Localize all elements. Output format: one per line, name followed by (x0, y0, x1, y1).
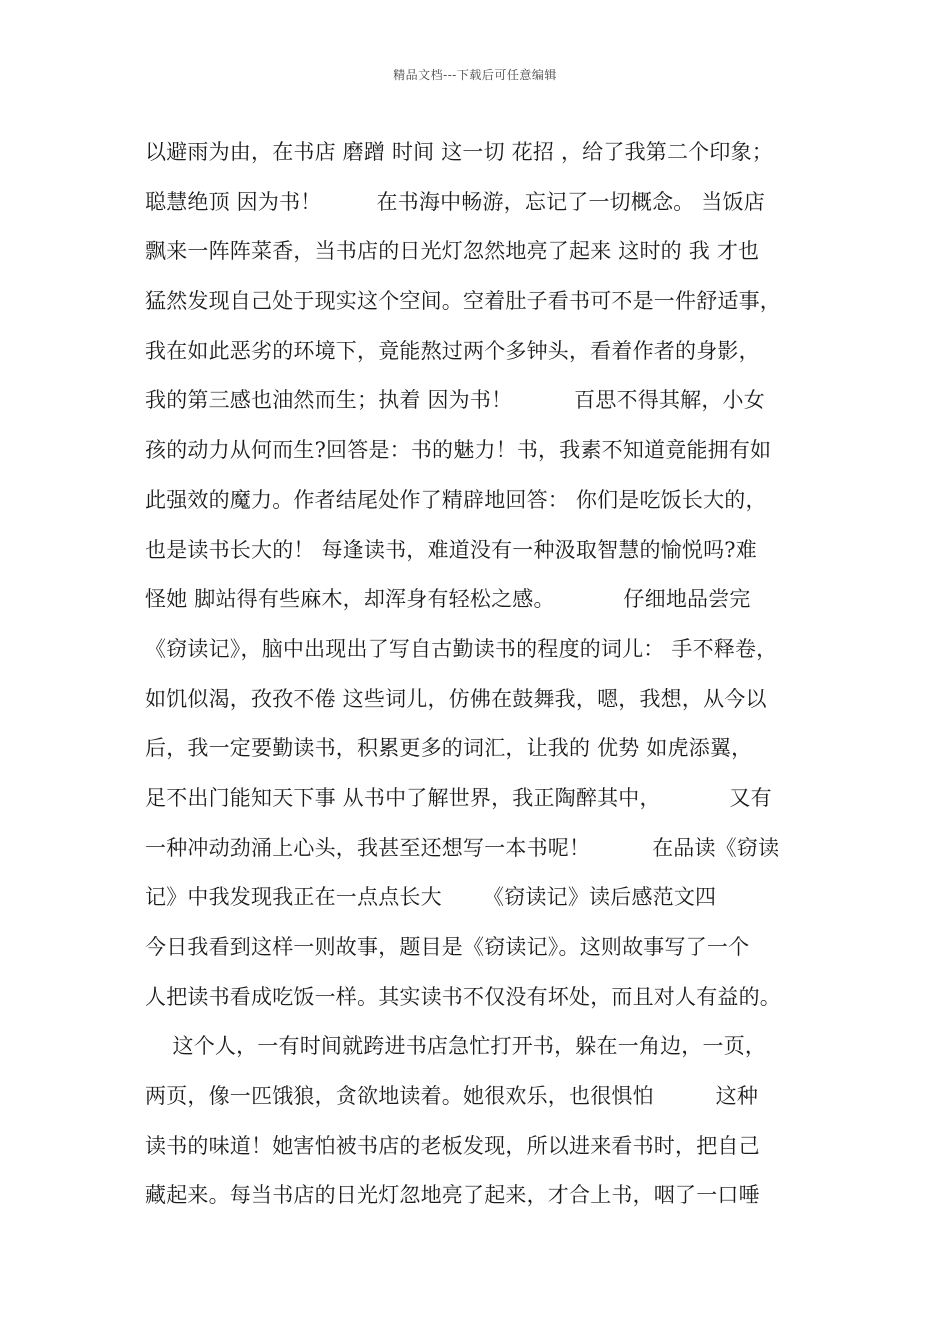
text-line: 读书的味道！她害怕被书店的老板发现，所以进来看书时，把自己 (145, 1133, 760, 1158)
text-line: 聪慧绝顶 因为书！ 在书海中畅游，忘记了一切概念。 当饭店 (145, 189, 765, 214)
text-line: 怪她 脚站得有些麻木，却浑身有轻松之感。 仔细地品尝完 (145, 587, 751, 612)
text-line: 我在如此恶劣的环境下，竟能熬过两个多钟头，看着作者的身影， (145, 338, 760, 363)
document-body (145, 128, 845, 1221)
text-line: 也是读书长大的！ 每逢读书，难道没有一种汲取智慧的愉悦吗?难 (145, 537, 757, 562)
text-line: 后，我一定要勤读书，积累更多的词汇，让我的 优势 如虎添翼， (145, 736, 753, 761)
text-line: 如饥似渴，孜孜不倦 这些词儿，仿佛在鼓舞我，嗯，我想，从今以 (145, 686, 767, 711)
text-line: 我的第三感也油然而生；执着 因为书！ 百思不得其解，小女 (145, 388, 765, 413)
text-line: 人把读书看成吃饭一样。其实读书不仅没有坏处，而且对人有益的。 (145, 984, 781, 1009)
text-line: 足不出门能知天下事 从书中了解世界，我正陶醉其中， 又有 (145, 785, 772, 810)
text-line: 记》中我发现我正在一点点长大 《窃读记》读后感范文四 (145, 885, 717, 910)
text-line: 今日我看到这样一则故事，题目是《窃读记》。这则故事写了一个 (145, 935, 750, 959)
text-line: 猛然发现自己处于现实这个空间。空着肚子看书可不是一件舒适事， (145, 289, 781, 314)
text-line: 《窃读记》，脑中出现出了写自古勤读书的程度的词儿： 手不释卷， (145, 636, 778, 661)
text-line: 孩的动力从何而生?回答是：书的魅力！书，我素不知道竟能拥有如 (145, 438, 772, 463)
text-line: 飘来一阵阵菜香，当书店的日光灯忽然地亮了起来 这时的 我 才也 (145, 239, 760, 264)
text-line: 以避雨为由，在书店 磨蹭 时间 这一切 花招 ，给了我第二个印象； (145, 140, 773, 164)
text-line: 藏起来。每当书店的日光灯忽地亮了起来，才合上书，咽了一口唾 (145, 1183, 760, 1208)
page-header: 精品文档---下载后可任意编辑 (393, 68, 557, 82)
text-line: 这个人，一有时间就跨进书店急忙打开书，躲在一角边，一页， (145, 1034, 767, 1059)
text-line: 此强效的魔力。作者结尾处作了精辟地回答： 你们是吃饭长大的， (145, 487, 767, 512)
text-line: 两页，像一匹饿狼，贪欲地读着。她很欢乐，也很惧怕 这种 (145, 1084, 759, 1109)
text-line: 一种冲动劲涌上心头，我甚至还想写一本书呢！ 在品读《窃读 (145, 835, 780, 860)
